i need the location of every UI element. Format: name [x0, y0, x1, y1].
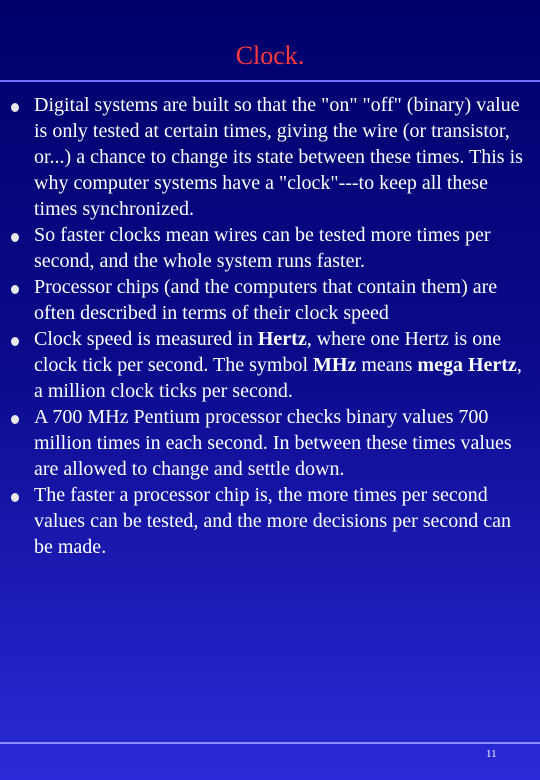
bullet-list	[0, 92, 540, 560]
bullet-text: , a million clock ticks per second.	[34, 354, 522, 402]
bullet-text: , where one Hertz is one clock tick per second. The symbol	[34, 328, 502, 376]
bullet-text: A 700 MHz Pentium processor checks binary values 700 million times in each second. In between these times values are allowed to change and settle down.	[34, 406, 512, 480]
bullet-item	[0, 482, 540, 560]
bullet-dot-icon	[11, 415, 19, 424]
title-divider	[0, 80, 540, 82]
bullet-item	[0, 326, 540, 404]
bullet-item	[0, 222, 540, 274]
bullet-text: Digital systems are built so that the "on" "off" (binary) value is only tested at certain times, giving the wire (or transistor, or...) a chance to change its state between these times. This is why computer systems have a "clock"---to keep all these times synchronized.	[34, 94, 523, 220]
bullet-item	[0, 404, 540, 482]
bullet-dot-icon	[11, 337, 19, 346]
slide-title: Clock.	[235, 41, 305, 70]
bullet-text: means	[356, 354, 418, 376]
bullet-dot-icon	[11, 233, 19, 242]
bullet-text: So faster clocks mean wires can be tested more times per second, and the whole system runs faster.	[34, 224, 491, 272]
bold-term: mega Hertz	[417, 354, 517, 376]
bold-term: Hertz	[257, 328, 307, 350]
page-number: 11	[486, 748, 497, 760]
bullet-text: Clock speed is measured in	[34, 328, 258, 350]
bullet-item	[0, 92, 540, 222]
footer-divider	[0, 742, 540, 744]
bullet-item	[0, 274, 540, 326]
bullet-text: The faster a processor chip is, the more times per second values can be tested, and the more decisions per second can be made.	[34, 484, 512, 558]
bullet-dot-icon	[11, 103, 19, 112]
bullet-dot-icon	[11, 493, 19, 502]
bullet-dot-icon	[11, 285, 19, 294]
bullet-text: Processor chips (and the computers that contain them) are often described in terms of their clock speed	[34, 276, 498, 324]
bold-term: MHz	[313, 354, 357, 376]
